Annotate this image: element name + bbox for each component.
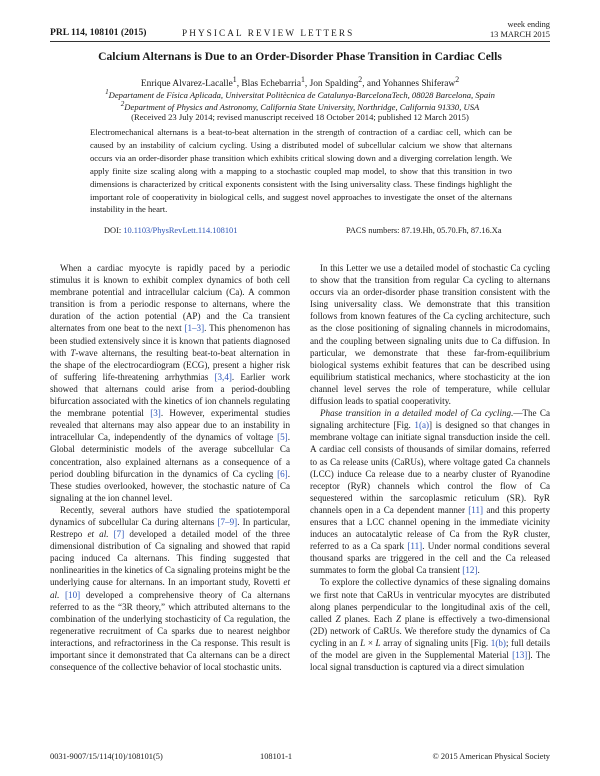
author-affiliation-marker: 2 <box>455 75 460 84</box>
body-text: . <box>477 565 480 576</box>
citation-link[interactable]: [10] <box>65 589 81 600</box>
journal-name: PHYSICAL REVIEW LETTERS <box>182 28 355 38</box>
journal-reference: PRL 114, 108101 (2015) <box>50 27 147 38</box>
body-text: plane is effectively a two-dimensional (2D) network of CaRUs. We therefore study the dynamics of Ca cycling in an <box>310 613 551 648</box>
italic-text: Z <box>395 613 402 624</box>
italic-text: Phase transition in a detailed model of Ca cycling. <box>320 408 514 419</box>
citation-link[interactable]: [5] <box>277 432 288 443</box>
body-column-right <box>310 262 550 673</box>
author-name: Jon Spalding <box>309 79 359 90</box>
doi-link[interactable]: 10.1103/PhysRevLett.114.108101 <box>123 226 238 235</box>
citation-link[interactable]: [1–3] <box>184 323 205 334</box>
italic-text: T <box>70 347 76 358</box>
italic-text: Z <box>335 613 341 624</box>
author-name: Enrique Alvarez-Lacalle <box>140 79 233 90</box>
italic-text: L <box>360 637 366 648</box>
citation-link[interactable]: [7–9] <box>217 516 238 527</box>
body-text: ]. The local signal transduction is captured via a direct simulation <box>310 650 550 673</box>
body-text: —The Ca signaling architecture [Fig. <box>310 408 550 431</box>
affiliation-2-marker: 2 <box>120 100 125 108</box>
body-text: developed a comprehensive theory of Ca alternans referred to as the “3R theory,” which attributed alternans to the combination of the underlying stochasticity of Ca regulation, the regenerative recruitment of Ca sparks due to nearest neighbor interactions, and refractoriness in the Ca response. This result is important since it demonstrated that Ca alternans can be a direct consequence of the collective behavior of local stochastic units. <box>50 589 290 673</box>
body-text: . Under normal conditions several thousand sparks are triggered in the cell and the Ca released summates to form the global Ca transient <box>310 541 550 576</box>
body-text: In this Letter we use a detailed model of stochastic Ca cycling to show that the transition from regular Ca cycling to alternans occurs via an order-disorder phase transition consistent with the Ising universality class. We demonstrate that this transition follows from known features of the Ca cycling architecture, such as the close positioning of signaling channels in microdomains, and the coupling between signaling units due to Ca diffusion. In particular, we demonstrate that these far-from-equilibrium biological systems exhibit features that can be described using equilibrium statistical mechanics, where stochasticity at the ion channel level serves the role of temperature, while cellular diffusion leads to spatial cooperativity. <box>310 263 550 407</box>
issn-code: 0031-9007/15/114(10)/108101(5) <box>50 752 163 761</box>
body-text: and this property ensures that a LCC channel opening in the immediate vicinity induces an autocatalytic release of Ca from the RyR cluster, referred to as a Ca spark <box>310 504 550 552</box>
citation-link[interactable]: [3,4] <box>214 371 232 382</box>
body-paragraph <box>50 504 290 673</box>
body-text: array of signaling units [Fig. <box>380 637 491 648</box>
body-column-left <box>50 262 290 673</box>
citation-link[interactable]: [6] <box>277 468 288 479</box>
week-ending-label: week ending <box>507 20 550 29</box>
citation-link[interactable]: 1(b) <box>490 637 506 648</box>
citation-link[interactable]: [13] <box>512 650 528 660</box>
received-dates: (Received 23 July 2014; revised manuscript received 18 October 2014; published 12 March 2015) <box>131 112 469 122</box>
italic-text: et al. <box>87 529 109 540</box>
body-paragraph <box>310 576 550 673</box>
author-list: Enrique Alvarez-Lacalle$^1$, Blas Echebarria$^1$, Jon Spalding$^2$, and Yohannes Shiferaw$^2$ <box>140 75 460 90</box>
page-number: 108101-1 <box>260 752 293 761</box>
abstract: Electromechanical alternans is a beat-to-beat alternation in the strength of contraction of a cardiac cell, which can be caused by an instability of calcium cycling. Using a distributed model of subcellular calcium we show that alternans occurs via an order-disorder phase transition which exhibits critical slowing down and a diverging correlation length. We apply finite size scaling along with a mapping to a stochastic coupled map model, to show that this transition in two dimensions is characterized by critical exponents consistent with the Ising universality class. These findings highlight the important role of cooperativity in biological cells, and suggest novel approaches to investigate the onset of the alternans instability in the heart. <box>90 127 512 215</box>
affiliation-1-marker: 1 <box>105 88 109 96</box>
body-text: × <box>365 637 376 648</box>
body-text: developed a detailed model of the three dimensional distribution of Ca signaling and showed that rapid pacing induced Ca alternans. This finding suggested that nonlinearities in the kinetics of Ca signaling proteins might be the underlying cause for alternans. In an important study, Rovetti <box>50 529 290 588</box>
doi-label: DOI: <box>104 226 122 235</box>
author-affiliation-marker: 1 <box>300 75 305 84</box>
citation-link[interactable]: 1(a) <box>414 420 430 431</box>
body-text: . These studies overlooked, however, the stochastic nature of Ca signaling at the ion channel level. <box>50 468 290 503</box>
doi <box>104 226 237 235</box>
citation-link[interactable]: [3] <box>150 408 161 419</box>
affiliation-2 <box>50 100 550 112</box>
body-text: ] is designed so that changes in membrane voltage can initiate signal transduction inside the cell. A cardiac cell consists of thousands of similar domains, referred to as Ca release units (CaRUs), where voltage gated Ca channels (LCC) induce Ca release due to a nearby cluster of Ryanodine receptor (RyR) channels which control the flow of Ca sequestered within the sarcoplasmic reticulum (SR). RyR channels open in a Ca dependent manner <box>310 420 550 515</box>
affiliation-1 <box>50 88 550 100</box>
italic-text: et al. <box>50 577 290 600</box>
citation-link[interactable]: [12] <box>462 565 478 576</box>
body-text: -wave alternans, the resulting beat-to-beat alternation in the shape of the electrocardiogram (ECG), present a higher risk of suffering life-threatening arrhythmias <box>50 347 291 382</box>
citation-link[interactable]: [7] <box>113 529 125 540</box>
author-name: Blas Echebarria <box>241 79 301 90</box>
author-name: and Yohannes Shiferaw <box>366 79 456 90</box>
issue-date <box>490 20 550 39</box>
citation-link[interactable]: [11] <box>407 541 423 552</box>
body-paragraph <box>50 262 290 504</box>
pacs-numbers: PACS numbers: 87.19.Hh, 05.70.Fh, 87.16.Xa <box>346 226 502 235</box>
affiliation-1-text: Departament de Física Aplicada, Universitat Politècnica de Catalunya-BarcelonaTech, 08028 Barcelona, Spain <box>108 89 495 100</box>
body-text: . However, experimental studies revealed that alternans may also appear due to an instability in intracellular Ca, independently of the dynamics of voltage <box>50 408 290 443</box>
body-text: . This phenomenon has been studied extensively since it is known that patients diagnosed with <box>50 323 290 358</box>
body-text: To explore the collective dynamics of these signaling domains we first note that CaRUs in ventricular myocytes are distributed along planes perpendicular to the longitudinal axis of the cell, called <box>310 577 550 624</box>
article-title: Calcium Alternans is Due to an Order-Disorder Phase Transition in Cardiac Cells <box>98 50 502 63</box>
citation-link[interactable]: [11] <box>468 504 484 515</box>
body-text: When a cardiac myocyte is rapidly paced by a periodic stimulus it is known to exhibit complex dynamics of both cell membrane potential and intracellular calcium (Ca). A common transition is from a periodic response to alternans, where the duration of the action potential (AP) and the Ca transient alternates from one beat to the next <box>50 263 290 334</box>
body-text: ; full details of the model are given in the Supplemental Material <box>310 637 550 660</box>
header-rule <box>50 41 550 42</box>
author-affiliation-marker: 2 <box>358 75 363 84</box>
affiliation-2-text: Department of Physics and Astronomy, California State University, Northridge, California 91330, USA <box>124 101 480 112</box>
author-affiliation-marker: 1 <box>232 75 237 84</box>
body-paragraph <box>310 262 550 407</box>
body-text: . Earlier work showed that alternans could arise from a period-doubling bifurcation associated with the kinetics of ion channels regulating the membrane potential <box>50 371 290 419</box>
copyright: © 2015 American Physical Society <box>432 752 550 761</box>
italic-text: L <box>375 637 381 648</box>
body-text: . In particular, Restrepo <box>50 516 290 540</box>
week-ending-date: 13 MARCH 2015 <box>489 29 550 39</box>
body-text: Recently, several authors have studied the spatiotemporal dynamics of subcellular Ca during alternans <box>50 504 290 527</box>
body-text: . Global deterministic models of the average subcellular Ca concentration, also explained alternans as a consequence of a period doubling bifurcation in the dynamics of Ca cycling <box>50 432 290 479</box>
body-text: planes. Each <box>340 613 396 624</box>
body-paragraph <box>310 407 550 576</box>
